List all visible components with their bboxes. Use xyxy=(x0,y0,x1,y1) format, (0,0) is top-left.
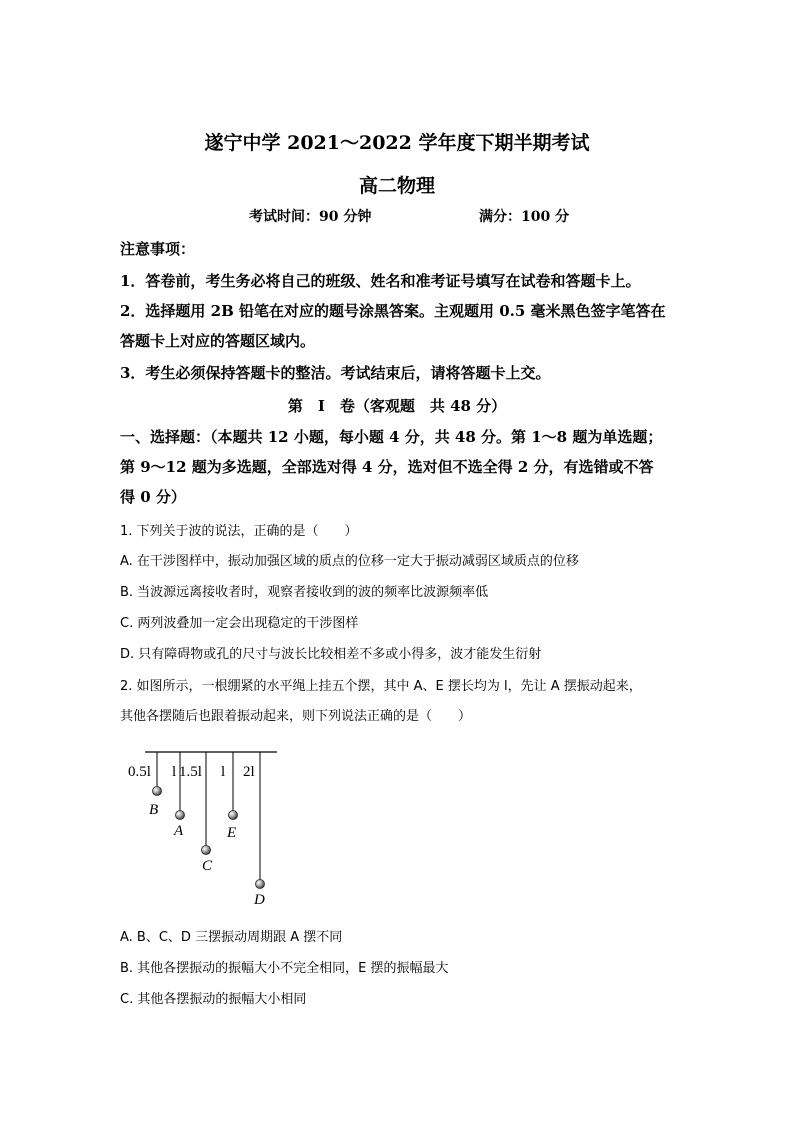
ball-label-d: D xyxy=(254,892,265,908)
note-item-3: 3．考生必须保持答题卡的整洁。考试结束后，请将答题卡上交。 xyxy=(120,364,551,382)
length-label-d: 2l xyxy=(243,764,255,780)
exam-time: 考试时间：90 分钟 xyxy=(249,209,372,225)
note-item-2-line-2: 答题卡上对应的答题区域内。 xyxy=(120,332,316,350)
question-1-option-c: C. 两列波叠加一定会出现稳定的干涉图样 xyxy=(120,616,359,631)
length-label-a: l xyxy=(172,764,177,780)
note-item-2-line-1: 2．选择题用 2B 铅笔在对应的题号涂黑答案。主观题用 0.5 毫米黑色签字笔答在 xyxy=(120,302,666,320)
question-2-option-c: C. 其他各摆振动的振幅大小相同 xyxy=(120,992,307,1007)
notes-heading: 注意事项： xyxy=(120,240,196,258)
section-heading: 第 I 卷（客观题 共 48 分） xyxy=(287,397,507,415)
section-instructions-line-2: 第 9～12 题为多选题，全部选对得 4 分，选对但不选全得 2 分，有选错或不答 xyxy=(120,458,654,476)
question-1-option-d: D. 只有障碍物或孔的尺寸与波长比较相差不多或小得多，波才能发生衍射 xyxy=(120,647,542,662)
exam-title: 遂宁中学 2021～2022 学年度下期半期考试 xyxy=(204,132,590,154)
pendulum-ball-a xyxy=(176,811,185,820)
ball-label-a: A xyxy=(174,823,184,839)
question-2-stem-line-1: 2. 如图所示，一根绷紧的水平绳上挂五个摆，其中 A、E 摆长均为 l，先让 A 摆振动起来， xyxy=(120,679,642,694)
pendulum-ball-b xyxy=(153,787,162,796)
subject-title: 高二物理 xyxy=(358,175,435,197)
section-instructions-line-1: 一、选择题：（本题共 12 小题，每小题 4 分，共 48 分。第 1～8 题为单选题； xyxy=(120,428,663,446)
length-label-c: 1.5l xyxy=(179,764,202,780)
note-item-1: 1．答卷前，考生务必将自己的班级、姓名和准考证号填写在试卷和答题卡上。 xyxy=(120,272,641,290)
question-2-option-b: B. 其他各摆振动的振幅大小不完全相同，E 摆的振幅最大 xyxy=(120,961,449,976)
question-2-option-a: A. B、C、D 三摆振动周期跟 A 摆不同 xyxy=(120,930,343,945)
question-1-option-b: B. 当波源远离接收者时，观察者接收到的波的频率比波源频率低 xyxy=(120,585,489,600)
pendulum-figure xyxy=(110,735,310,915)
ball-label-e: E xyxy=(227,825,237,841)
pendulum-ball-e xyxy=(229,811,238,820)
pendulum-ball-d xyxy=(256,880,265,889)
ball-label-b: B xyxy=(149,802,159,818)
pendulum-ball-c xyxy=(202,846,211,855)
length-label-b: 0.5l xyxy=(128,764,151,780)
section-instructions-line-3: 得 0 分） xyxy=(120,488,186,506)
question-1-stem: 1. 下列关于波的说法，正确的是（ ） xyxy=(120,524,358,539)
length-label-e: l xyxy=(221,764,226,780)
ball-label-c: C xyxy=(202,858,213,874)
full-score: 满分：100 分 xyxy=(479,209,570,225)
question-2-stem-line-2: 其他各摆随后也跟着振动起来，则下列说法正确的是（ ） xyxy=(120,709,472,724)
question-1-option-a: A. 在干涉图样中，振动加强区域的质点的位移一定大于振动减弱区域质点的位移 xyxy=(120,554,579,569)
